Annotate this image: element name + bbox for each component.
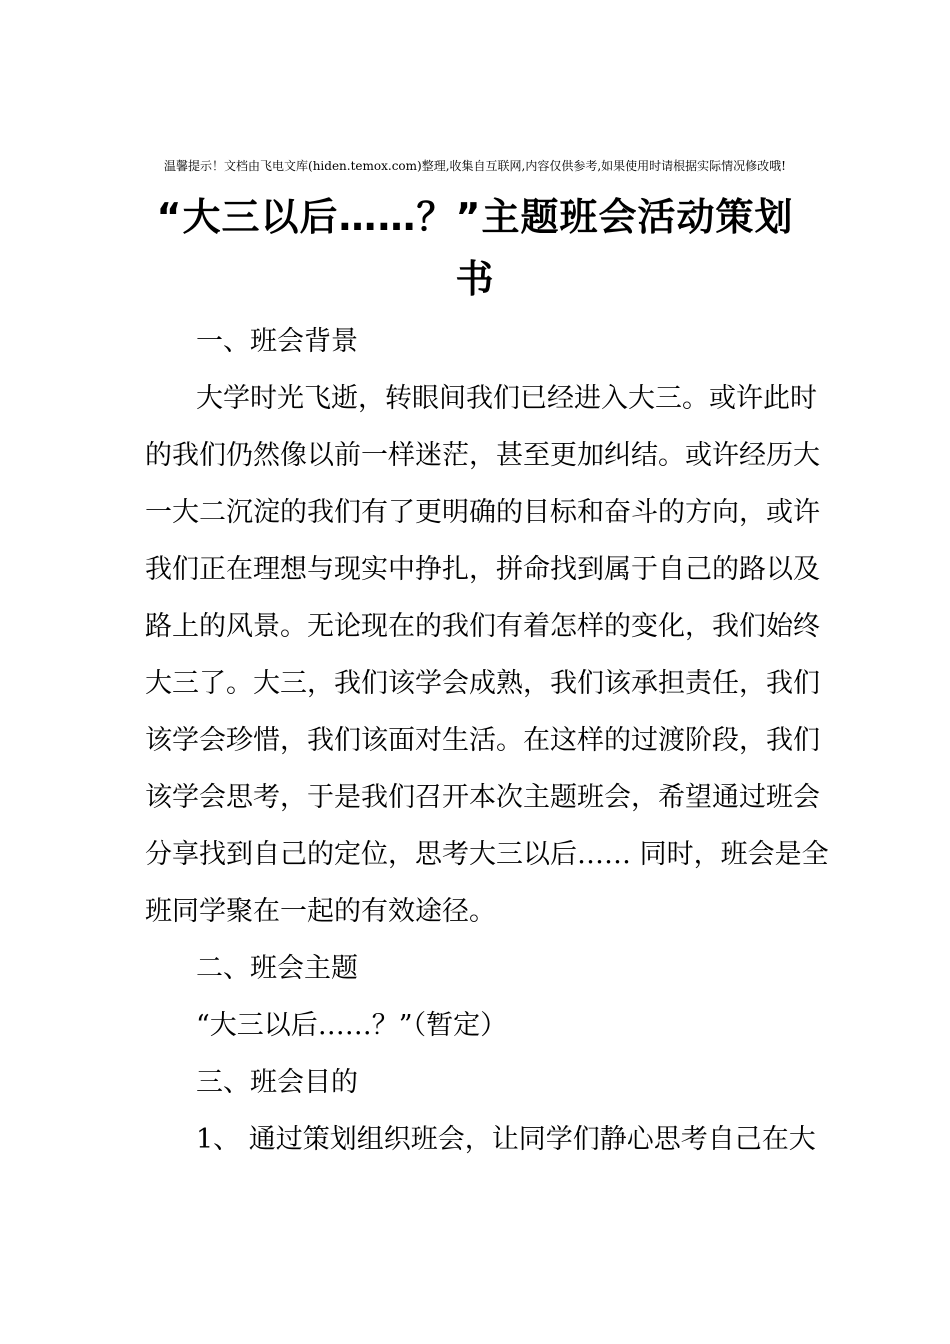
paragraph-line: 的我们仍然像以前一样迷茫，甚至更加纠结。或许经历大 [145,440,820,471]
section-1-heading: 一、班会背景 [196,326,358,357]
paragraph-line: 一大二沉淀的我们有了更明确的目标和奋斗的方向，或许 [145,497,820,528]
paragraph-line: 该学会珍惜，我们该面对生活。在这样的过渡阶段，我们 [145,725,820,756]
document-title-line-1: “大三以后……？”主题班会活动策划 [156,195,794,239]
document-title [140,186,810,310]
paragraph-line: 路上的风景。无论现在的我们有着怎样的变化，我们始终 [145,611,820,642]
paragraph-line: 我们正在理想与现实中挣扎，拼命找到属于自己的路以及 [145,554,820,585]
section-3-item-1: 1、 通过策划组织班会，让同学们静心思考自己在大 [196,1124,816,1155]
paragraph-line: 该学会思考，于是我们召开本次主题班会，希望通过班会 [145,782,820,813]
document-title-line-2: 书 [455,257,495,301]
paragraph-line: 大学时光飞逝，转眼间我们已经进入大三。或许此时 [196,383,817,414]
paragraph-line: 分享找到自己的定位，思考大三以后…… 同时，班会是全 [145,839,829,870]
paragraph-line: 大三了。大三，我们该学会成熟，我们该承担责任，我们 [145,668,820,699]
section-2-theme: “大三以后……？”（暂定） [196,1010,508,1041]
section-2-heading: 二、班会主题 [196,953,358,984]
section-3-heading: 三、班会目的 [196,1067,358,1098]
paragraph-line: 班同学聚在一起的有效途径。 [145,896,496,927]
document-notice: 温馨提示！文档由飞电文库(hiden.temox.com)整理,收集自互联网,内容仅供参考,如果使用时请根据实际情况修改哦! [164,159,786,173]
